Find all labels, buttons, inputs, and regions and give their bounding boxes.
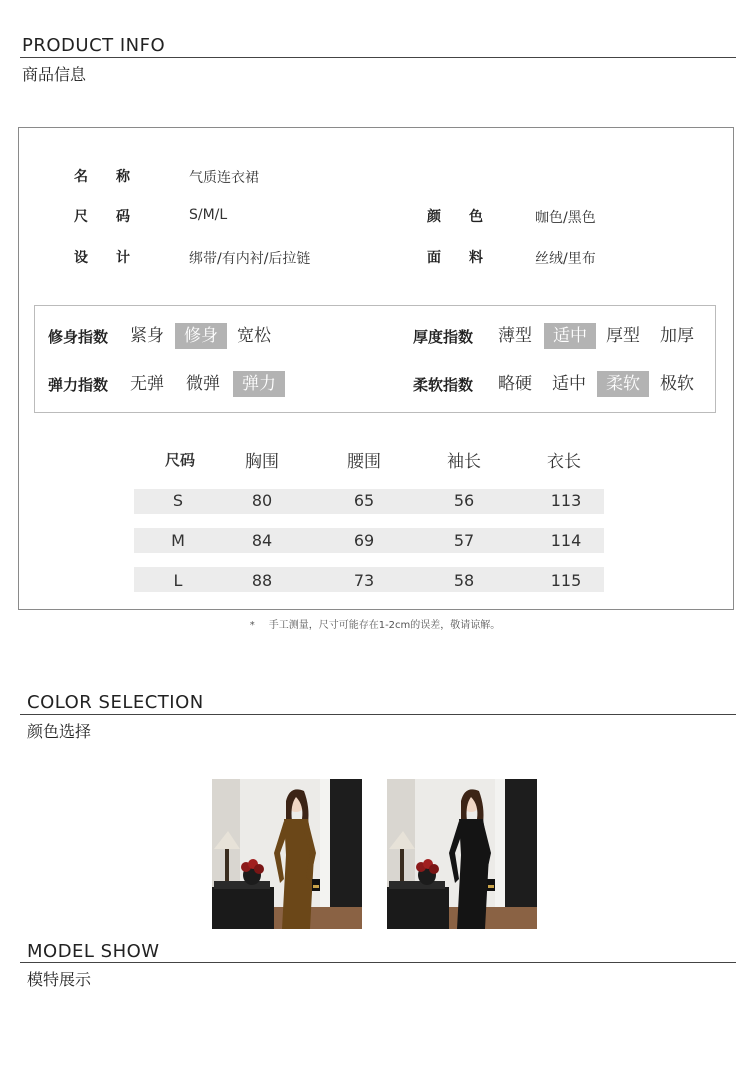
thickness-index-label: 厚度指数: [413, 328, 474, 346]
size-table-header: 腰围: [347, 452, 381, 472]
table-cell: 115: [550, 571, 582, 590]
thickness-option: 厚型: [606, 326, 640, 346]
note-star: *: [249, 620, 255, 631]
softness-option: 极软: [660, 374, 694, 394]
color-photo-brown[interactable]: [212, 779, 362, 929]
table-cell: M: [171, 531, 185, 550]
fit-index-label: 修身指数: [48, 328, 109, 346]
table-cell: 73: [353, 571, 375, 590]
fit-option: 修身: [175, 323, 227, 349]
section-divider: [20, 57, 736, 58]
table-cell: 113: [550, 491, 582, 510]
softness-index-label: 柔软指数: [413, 376, 474, 394]
section-title-product-info: PRODUCT INFO: [22, 35, 166, 56]
softness-option: 略硬: [498, 374, 532, 394]
fit-option: 紧身: [130, 326, 164, 346]
section-title-model-show: MODEL SHOW: [27, 941, 160, 962]
design-value: 绑带/有内衬/后拉链: [189, 251, 311, 267]
softness-option: 柔软: [597, 371, 649, 397]
elasticity-index-label: 弹力指数: [48, 376, 109, 394]
note-text: 手工测量，尺寸可能存在1-2cm的误差，敬请谅解。: [268, 620, 501, 631]
size-table-header: 衣长: [547, 452, 581, 472]
design-label: 设 计: [74, 250, 130, 266]
size-value: S/M/L: [189, 207, 228, 223]
table-cell: 88: [251, 571, 273, 590]
table-cell: S: [172, 491, 184, 510]
section-divider: [20, 714, 736, 715]
table-cell: 84: [251, 531, 273, 550]
color-photo-black[interactable]: [387, 779, 537, 929]
table-cell: L: [173, 571, 183, 590]
table-cell: 58: [453, 571, 475, 590]
size-label: 尺 码: [74, 209, 130, 225]
color-value: 咖色/黑色: [535, 210, 596, 226]
section-subtitle-product-info: 商品信息: [22, 65, 87, 84]
elasticity-option: 无弹: [130, 374, 164, 394]
softness-option: 适中: [552, 374, 586, 394]
model-photo-illustration: [387, 779, 537, 929]
table-cell: 80: [251, 491, 273, 510]
table-cell: 114: [550, 531, 582, 550]
table-cell: 69: [353, 531, 375, 550]
measurement-note: [0, 616, 750, 631]
size-table-header: 胸围: [245, 452, 279, 472]
section-divider: [20, 962, 736, 963]
name-value: 气质连衣裙: [189, 170, 259, 186]
size-table-header: 袖长: [447, 452, 481, 472]
table-cell: 56: [453, 491, 475, 510]
fabric-value: 丝绒/里布: [535, 251, 596, 267]
thickness-option: 薄型: [498, 326, 532, 346]
table-cell: 57: [453, 531, 475, 550]
size-table-header: 尺码: [164, 451, 195, 469]
thickness-option: 适中: [544, 323, 596, 349]
name-label: 名 称: [74, 169, 130, 185]
section-subtitle-model-show: 模特展示: [27, 970, 92, 989]
color-label: 颜 色: [427, 209, 483, 225]
fabric-label: 面 料: [427, 250, 483, 266]
model-photo-illustration: [212, 779, 362, 929]
thickness-option: 加厚: [660, 326, 694, 346]
elasticity-option: 微弹: [186, 374, 220, 394]
fit-option: 宽松: [237, 326, 271, 346]
section-title-color-selection: COLOR SELECTION: [27, 692, 204, 713]
elasticity-option: 弹力: [233, 371, 285, 397]
table-cell: 65: [353, 491, 375, 510]
section-subtitle-color-selection: 颜色选择: [27, 722, 92, 741]
